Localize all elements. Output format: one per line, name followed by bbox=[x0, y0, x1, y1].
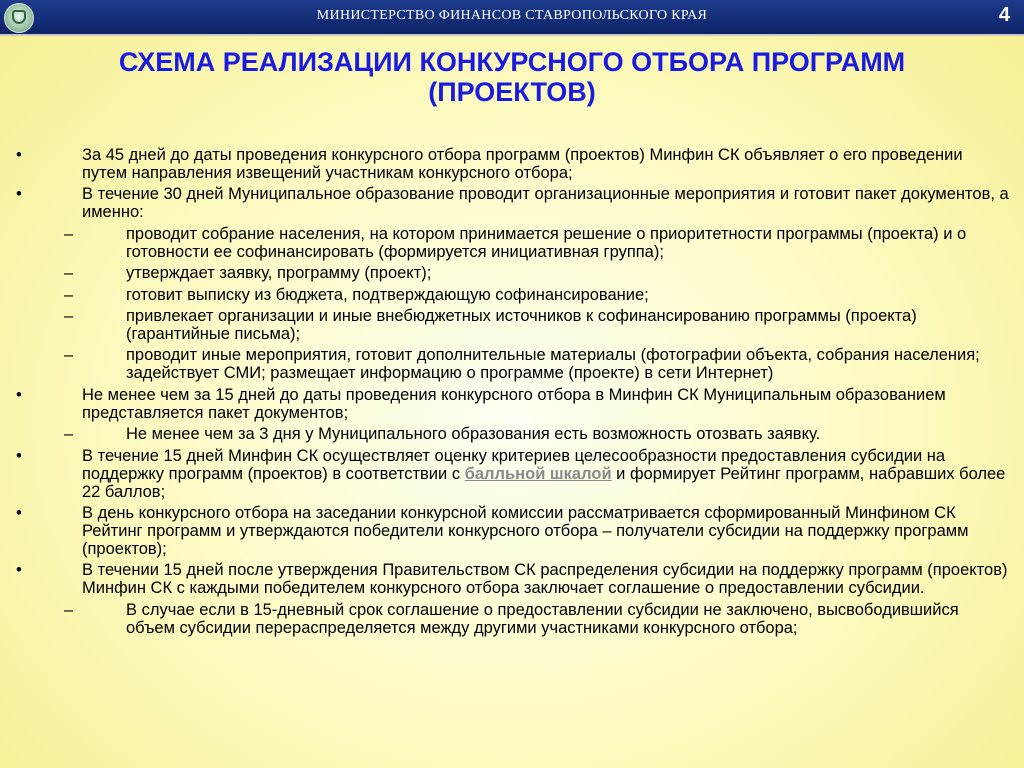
dash-marker: – bbox=[64, 306, 74, 325]
dash-marker: – bbox=[64, 600, 74, 619]
dash-marker: – bbox=[64, 285, 74, 304]
sub-list-item-text: готовит выписку из бюджета, подтверждающую софинансирование; bbox=[126, 285, 649, 304]
sub-list-item-text: Не менее чем за 3 дня у Муниципального образования есть возможность отозвать заявку. bbox=[126, 425, 821, 444]
list-item bbox=[0, 504, 1024, 558]
list-item bbox=[0, 185, 1024, 221]
sub-list-item-text: В случае если в 15-дневный срок соглашение о предоставлении субсидии не заключено, высвободившийся объем субсидии перераспределяется между другими участниками конкурсного отбора; bbox=[126, 600, 959, 637]
bullet-marker: • bbox=[16, 146, 22, 164]
sub-list-item bbox=[0, 264, 1024, 282]
list-item bbox=[0, 386, 1024, 422]
sub-list-item bbox=[0, 307, 1024, 343]
sub-list-item bbox=[0, 346, 1024, 382]
sub-list-item-text: привлекает организации и иные внебюджетных источников к софинансированию программы (проекта) (гарантийные письма); bbox=[126, 306, 917, 343]
sub-list-item-text: утверждает заявку, программу (проект); bbox=[126, 264, 432, 283]
bullet-marker: • bbox=[16, 561, 22, 580]
list-item bbox=[0, 447, 1024, 501]
sub-list-item bbox=[0, 286, 1024, 304]
bullet-marker: • bbox=[16, 185, 22, 204]
list-item-text: За 45 дней до даты проведения конкурсного отбора программ (проектов) Минфин СК объявляет о его проведении путем направления извещений участникам конкурсного отбора; bbox=[82, 146, 963, 182]
page-title-line-1: СХЕМА РЕАЛИЗАЦИИ КОНКУРСНОГО ОТБОРА ПРОГРАММ bbox=[118, 47, 906, 77]
list-item-text bbox=[82, 447, 1010, 501]
list-item bbox=[0, 146, 1024, 182]
dash-marker: – bbox=[64, 264, 74, 283]
content-list bbox=[0, 146, 1024, 640]
list-item-text: В течение 30 дней Муниципальное образование проводит организационные мероприятия и готовит пакет документов, а именно: bbox=[82, 185, 1009, 222]
page-title-line-2: (ПРОЕКТОВ) bbox=[428, 77, 596, 107]
sub-list-item bbox=[0, 225, 1024, 261]
list-item bbox=[0, 561, 1024, 597]
page-number: 4 bbox=[998, 4, 1010, 26]
sub-list-item bbox=[0, 601, 1024, 637]
sub-list-item-text: проводит иные мероприятия, готовит дополнительные материалы (фотографии объекта, собрания населения; задействует СМИ; размещает информацию о программе (проекте) в сети Интернет) bbox=[126, 346, 980, 383]
sub-list-item-text: проводит собрание населения, на котором принимается решение о приоритетности программы (проекта) и о готовности ее софинансировать (формируется инициативная группа); bbox=[126, 224, 967, 261]
bullet-marker: • bbox=[16, 385, 22, 404]
bullet-marker: • bbox=[16, 446, 22, 465]
dash-marker: – bbox=[64, 224, 74, 243]
point-scale-link[interactable]: балльной шкалой bbox=[464, 464, 612, 483]
text-segment: и формирует Рейтинг программ, набравших более 22 баллов; bbox=[82, 464, 1006, 501]
header-bar bbox=[0, 0, 1024, 36]
ministry-name: МИНИСТЕРСТВО ФИНАНСОВ СТАВРОПОЛЬСКОГО КРАЯ bbox=[316, 8, 708, 23]
dash-marker: – bbox=[64, 346, 74, 365]
list-item-text: В день конкурсного отбора на заседании конкурсной комиссии рассматривается сформированный Минфином СК Рейтинг программ и утверждаются победители конкурсного отбора – получатели субсидии на поддержку программ (проектов); bbox=[82, 503, 969, 558]
sub-list-item bbox=[0, 425, 1024, 443]
list-item-text: В течении 15 дней после утверждения Правительством СК распределения субсидии на поддержку программ (проектов) Минфин СК с каждыми победителем конкурсного отбора заключает соглашение о предоставлении субсидии. bbox=[82, 561, 1008, 598]
page-title bbox=[40, 47, 984, 107]
dash-marker: – bbox=[64, 425, 74, 444]
bullet-marker: • bbox=[16, 503, 22, 522]
text-segment: В течение 15 дней Минфин СК осуществляет оценку критериев целесообразности предоставления субсидии на поддержку программ (проектов) в соответствии с bbox=[82, 446, 946, 483]
list-item-text: Не менее чем за 15 дней до даты проведения конкурсного отбора в Минфин СК Муниципальным образованием представляется пакет документов; bbox=[82, 385, 946, 422]
